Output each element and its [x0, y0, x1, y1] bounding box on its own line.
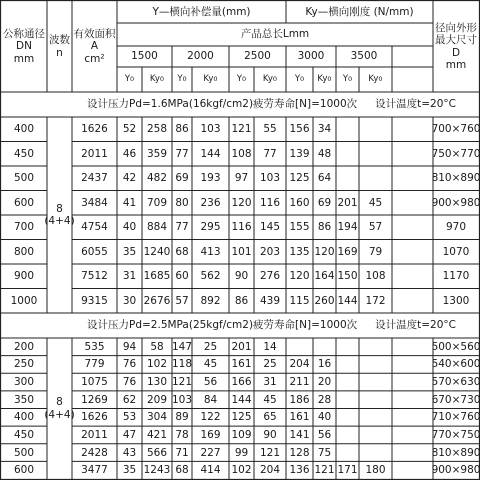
- header-ky-symbol-text: Ky: [317, 73, 328, 84]
- nominal-diameter-cell: 200: [13, 340, 35, 353]
- effective-area-cell: 2437: [81, 172, 108, 185]
- effective-area-cell: 535: [84, 340, 105, 353]
- y-compensation-cell: 69: [175, 172, 189, 185]
- ky-stiffness-cell: 25: [203, 340, 218, 353]
- header-symbol-subscript: 0: [300, 74, 305, 83]
- y-compensation-cell: 136: [289, 464, 310, 477]
- effective-area-cell: 1626: [81, 411, 108, 424]
- ky-stiffness-cell: 45: [368, 196, 383, 209]
- ky-stiffness-cell: 1240: [143, 245, 171, 258]
- header-length-2000: 2000: [187, 50, 214, 63]
- y-compensation-cell: 42: [122, 172, 137, 185]
- nominal-diameter-cell: 500: [13, 446, 35, 459]
- ky-stiffness-cell: 120: [314, 245, 335, 258]
- ky-stiffness-cell: 145: [259, 221, 281, 234]
- header-outer-dimension: 径向外形 最大尺寸 D mm: [435, 22, 477, 71]
- y-compensation-cell: 57: [175, 294, 189, 307]
- header-ky-symbol: [142, 67, 172, 92]
- y-compensation-cell: [336, 426, 359, 444]
- ky-stiffness-cell: 130: [146, 376, 168, 389]
- y-compensation-cell: 201: [337, 196, 358, 209]
- outer-dimension-cell: 1300: [442, 294, 470, 307]
- ky-stiffness-cell: 204: [259, 464, 281, 477]
- header-ky-symbol: [254, 67, 286, 92]
- header-symbol-subscript: 0: [159, 74, 165, 83]
- y-compensation-cell: 60: [175, 270, 189, 283]
- y-compensation-cell: [336, 356, 359, 374]
- y-compensation-cell: 102: [231, 464, 252, 477]
- header-length-3000: 3000: [297, 50, 325, 63]
- ky-stiffness-cell: 34: [317, 123, 332, 136]
- outer-dimension-cell: 770×750: [431, 428, 480, 441]
- ky-stiffness-cell: 45: [203, 358, 218, 371]
- ky-stiffness-cell: 892: [200, 294, 221, 307]
- y-compensation-cell: 89: [175, 411, 189, 424]
- ky-stiffness-cell: 28: [317, 393, 332, 406]
- ky-stiffness-cell: 56: [203, 376, 218, 389]
- ky-stiffness-cell: 304: [146, 411, 168, 424]
- header-symbol-subscript: 0: [242, 74, 247, 83]
- nominal-diameter-cell: 400: [13, 411, 35, 424]
- y-compensation-cell: 161: [289, 411, 310, 424]
- y-compensation-cell: 169: [337, 245, 358, 258]
- ky-stiffness-cell: 86: [317, 221, 332, 234]
- y-compensation-cell: 80: [175, 196, 189, 209]
- header-symbol-subscript: 0: [182, 74, 187, 83]
- ky-stiffness-cell: 566: [146, 446, 168, 459]
- ky-stiffness-cell: 75: [317, 446, 332, 459]
- y-compensation-cell: 101: [231, 245, 252, 258]
- ky-stiffness-cell: 260: [314, 294, 335, 307]
- y-compensation-cell: 35: [122, 464, 137, 477]
- ky-stiffness-cell: 31: [263, 376, 277, 389]
- ky-stiffness-cell: 709: [146, 196, 168, 209]
- y-compensation-cell: 90: [234, 270, 249, 283]
- y-compensation-cell: 204: [289, 358, 310, 371]
- ky-stiffness-cell: [359, 142, 392, 167]
- ky-stiffness-cell: 25: [263, 358, 277, 371]
- y-compensation-cell: 41: [122, 196, 137, 209]
- nominal-diameter-cell: 1000: [10, 294, 38, 307]
- nominal-diameter-cell: 450: [13, 428, 35, 441]
- ky-stiffness-cell: 164: [314, 270, 335, 283]
- header-ky-symbol: [359, 67, 392, 92]
- ky-stiffness-cell: 55: [263, 123, 277, 136]
- outer-dimension-cell: 970: [445, 221, 467, 234]
- header-length-2500: 2500: [244, 50, 271, 63]
- y-compensation-cell: 147: [171, 340, 193, 353]
- header-y-symbol-text: Y: [177, 73, 183, 84]
- header-ky-definition: Ky—横向刚度 (N/mm): [305, 5, 414, 18]
- effective-area-cell: 1626: [81, 123, 108, 136]
- effective-area-cell: 779: [84, 358, 105, 371]
- y-compensation-cell: 47: [122, 428, 137, 441]
- ky-stiffness-cell: 258: [146, 123, 168, 136]
- y-compensation-cell: 116: [231, 221, 252, 234]
- y-compensation-cell: 125: [231, 411, 252, 424]
- header-y-definition: Y—横向补偿量(mm): [152, 5, 251, 18]
- ky-stiffness-cell: 172: [365, 294, 386, 307]
- outer-dimension-cell: 570×630: [431, 376, 480, 389]
- y-compensation-cell: 62: [122, 393, 137, 406]
- y-compensation-cell: 186: [289, 393, 310, 406]
- ky-stiffness-cell: 65: [263, 411, 277, 424]
- ky-stiffness-cell: 884: [146, 221, 168, 234]
- ky-stiffness-cell: [359, 373, 392, 391]
- y-compensation-cell: 128: [289, 446, 310, 459]
- ky-stiffness-cell: 64: [317, 172, 332, 185]
- ky-stiffness-cell: [359, 166, 392, 191]
- ky-stiffness-cell: 482: [146, 172, 168, 185]
- y-compensation-cell: 46: [122, 147, 137, 160]
- header-waves: 波数 n: [49, 34, 70, 59]
- header-symbol-subscript: 0: [327, 74, 332, 83]
- ky-stiffness-cell: 108: [365, 270, 386, 283]
- ky-stiffness-cell: 1243: [143, 464, 171, 477]
- ky-stiffness-cell: 144: [200, 147, 221, 160]
- ky-stiffness-cell: [313, 338, 336, 356]
- outer-dimension-cell: 670×730: [431, 393, 480, 406]
- y-compensation-cell: [336, 338, 359, 356]
- ky-stiffness-cell: 236: [200, 196, 221, 209]
- y-compensation-cell: 86: [175, 123, 189, 136]
- header-y-symbol: [172, 67, 192, 92]
- ky-stiffness-cell: 180: [365, 464, 386, 477]
- effective-area-cell: 2011: [81, 428, 108, 441]
- header-length-1500: 1500: [131, 50, 158, 63]
- ky-stiffness-cell: [359, 444, 392, 462]
- y-compensation-cell: 53: [122, 411, 137, 424]
- ky-stiffness-cell: 14: [263, 340, 277, 353]
- section-2-condition-row: [1, 313, 479, 338]
- ky-stiffness-cell: 116: [259, 196, 281, 209]
- ky-stiffness-cell: 2676: [143, 294, 171, 307]
- y-compensation-cell: 109: [231, 428, 252, 441]
- ky-stiffness-cell: 295: [200, 221, 221, 234]
- ky-stiffness-cell: 84: [203, 393, 218, 406]
- header-ky-symbol-text: Ky: [368, 73, 379, 84]
- y-compensation-cell: 76: [122, 358, 137, 371]
- y-compensation-cell: 194: [337, 221, 358, 234]
- header-y-symbol: [336, 67, 359, 92]
- y-compensation-cell: 52: [122, 123, 137, 136]
- ky-stiffness-cell: 79: [368, 245, 383, 258]
- nominal-diameter-cell: 900: [13, 270, 35, 283]
- header-ky-symbol: [313, 67, 336, 92]
- ky-stiffness-cell: 1685: [143, 270, 171, 283]
- y-compensation-cell: 121: [171, 376, 193, 389]
- ky-stiffness-cell: 102: [146, 358, 168, 371]
- effective-area-cell: 3484: [81, 196, 108, 209]
- header-y-symbol: [286, 67, 313, 92]
- y-compensation-cell: 118: [171, 358, 193, 371]
- ky-stiffness-cell: 121: [314, 464, 335, 477]
- header-y-symbol-text: Y: [236, 73, 243, 84]
- ky-stiffness-cell: 48: [317, 147, 332, 160]
- y-compensation-cell: 94: [122, 340, 137, 353]
- header-symbol-subscript: 0: [213, 74, 218, 83]
- design-temperature-text: 设计温度t=20°C: [375, 319, 456, 332]
- ky-stiffness-cell: 276: [259, 270, 281, 283]
- ky-stiffness-cell: 413: [200, 245, 221, 258]
- y-compensation-cell: 120: [289, 270, 310, 283]
- nominal-diameter-cell: 250: [13, 358, 35, 371]
- nominal-diameter-cell: 400: [13, 123, 35, 136]
- ky-stiffness-cell: [359, 356, 392, 374]
- y-compensation-cell: 155: [289, 221, 310, 234]
- ky-stiffness-cell: 193: [200, 172, 221, 185]
- y-compensation-cell: 99: [234, 446, 249, 459]
- effective-area-cell: 2428: [81, 446, 108, 459]
- y-compensation-cell: 161: [231, 358, 252, 371]
- ky-stiffness-cell: [359, 426, 392, 444]
- section-1-condition-row: [1, 92, 479, 117]
- header-dn: 公称通径 DN mm: [3, 28, 45, 65]
- ky-stiffness-cell: 121: [259, 446, 281, 459]
- outer-dimension-cell: 1070: [442, 245, 470, 258]
- nominal-diameter-cell: 500: [13, 172, 35, 185]
- y-compensation-cell: 141: [289, 428, 310, 441]
- section-1-wave-count: 8 (4+4): [44, 202, 75, 227]
- header-symbol-subscript: 0: [348, 74, 353, 83]
- y-compensation-cell: 115: [289, 294, 310, 307]
- ky-stiffness-cell: 209: [146, 393, 168, 406]
- y-compensation-cell: 108: [231, 147, 252, 160]
- header-y-symbol-text: Y: [124, 73, 131, 84]
- design-conditions-text: 设计压力Pd=1.6MPa(16kgf/cm2)疲劳寿命[N]=1000次: [87, 98, 358, 111]
- ky-stiffness-cell: 439: [259, 294, 281, 307]
- nominal-diameter-cell: 450: [13, 147, 35, 160]
- header-y-symbol: [117, 67, 142, 92]
- header-symbol-subscript: 0: [272, 74, 278, 83]
- ky-stiffness-cell: [359, 117, 392, 142]
- effective-area-cell: 1075: [81, 376, 108, 389]
- ky-stiffness-cell: 103: [200, 123, 221, 136]
- outer-dimension-cell: 900×980: [431, 464, 480, 477]
- effective-area-cell: 9315: [81, 294, 108, 307]
- y-compensation-cell: [286, 338, 313, 356]
- outer-dimension-cell: 710×760: [431, 411, 480, 424]
- y-compensation-cell: 68: [175, 245, 189, 258]
- y-compensation-cell: 30: [122, 294, 137, 307]
- ky-stiffness-cell: 203: [259, 245, 281, 258]
- effective-area-cell: 1269: [81, 393, 108, 406]
- outer-dimension-cell: 1170: [442, 270, 470, 283]
- ky-stiffness-cell: 562: [200, 270, 221, 283]
- effective-area-cell: 3477: [81, 464, 108, 477]
- y-compensation-cell: 139: [289, 147, 310, 160]
- ky-stiffness-cell: 45: [263, 393, 277, 406]
- outer-dimension-cell: 500×560: [431, 340, 480, 353]
- ky-stiffness-cell: 103: [259, 172, 281, 185]
- ky-stiffness-cell: [359, 409, 392, 427]
- effective-area-cell: 2011: [81, 147, 108, 160]
- outer-dimension-cell: 810×890: [431, 172, 480, 185]
- y-compensation-cell: [336, 142, 359, 167]
- ky-stiffness-cell: 169: [200, 428, 221, 441]
- outer-dimension-cell: 810×890: [431, 446, 480, 459]
- y-compensation-cell: 86: [234, 294, 249, 307]
- header-ky-symbol-text: Ky: [149, 73, 160, 84]
- header-y-symbol-text: Y: [294, 73, 301, 84]
- y-compensation-cell: 120: [231, 196, 252, 209]
- nominal-diameter-cell: 300: [13, 376, 35, 389]
- y-compensation-cell: 103: [171, 393, 193, 406]
- header-area: 有效面积 A cm²: [73, 28, 116, 65]
- y-compensation-cell: 68: [175, 464, 189, 477]
- y-compensation-cell: [336, 373, 359, 391]
- y-compensation-cell: 166: [231, 376, 252, 389]
- y-compensation-cell: 144: [231, 393, 252, 406]
- header-y-symbol: [229, 67, 254, 92]
- y-compensation-cell: 156: [289, 123, 310, 136]
- ky-stiffness-cell: 58: [150, 340, 164, 353]
- header-symbol-subscript: 0: [378, 74, 383, 83]
- y-compensation-cell: 121: [231, 123, 252, 136]
- y-compensation-cell: [336, 409, 359, 427]
- y-compensation-cell: 171: [337, 464, 358, 477]
- design-conditions-text: 设计压力Pd=2.5MPa(25kgf/cm2)疲劳寿命[N]=1000次: [87, 319, 358, 332]
- ky-stiffness-cell: 56: [317, 428, 332, 441]
- effective-area-cell: 7512: [81, 270, 108, 283]
- ky-stiffness-cell: 20: [317, 376, 332, 389]
- ky-stiffness-cell: [359, 338, 392, 356]
- ky-stiffness-cell: 227: [200, 446, 221, 459]
- y-compensation-cell: 35: [122, 245, 137, 258]
- nominal-diameter-cell: 700: [13, 221, 35, 234]
- nominal-diameter-cell: 800: [13, 245, 35, 258]
- header-ky-symbol-text: Ky: [203, 73, 214, 84]
- y-compensation-cell: 150: [337, 270, 358, 283]
- ky-stiffness-cell: 359: [146, 147, 168, 160]
- header-y-symbol-text: Y: [342, 73, 349, 84]
- y-compensation-cell: 135: [289, 245, 310, 258]
- y-compensation-cell: 77: [175, 147, 189, 160]
- y-compensation-cell: 201: [231, 340, 252, 353]
- ky-stiffness-cell: 40: [317, 411, 332, 424]
- y-compensation-cell: 211: [289, 376, 310, 389]
- ky-stiffness-cell: 16: [317, 358, 332, 371]
- y-compensation-cell: [336, 391, 359, 409]
- y-compensation-cell: 76: [122, 376, 137, 389]
- header-length-3500: 3500: [350, 50, 378, 63]
- ky-stiffness-cell: 77: [263, 147, 277, 160]
- nominal-diameter-cell: 350: [13, 393, 35, 406]
- effective-area-cell: 6055: [81, 245, 108, 258]
- design-temperature-text: 设计温度t=20°C: [375, 98, 456, 111]
- y-compensation-cell: 31: [122, 270, 137, 283]
- outer-dimension-cell: 700×760: [431, 123, 480, 136]
- header-ky-symbol: [192, 67, 229, 92]
- y-compensation-cell: 78: [175, 428, 189, 441]
- nominal-diameter-cell: 600: [13, 196, 35, 209]
- y-compensation-cell: 125: [289, 172, 310, 185]
- ky-stiffness-cell: 69: [317, 196, 332, 209]
- outer-dimension-cell: 750×770: [431, 147, 480, 160]
- y-compensation-cell: 160: [289, 196, 310, 209]
- y-compensation-cell: 40: [122, 221, 137, 234]
- ky-stiffness-cell: 414: [200, 464, 221, 477]
- ky-stiffness-cell: 90: [263, 428, 277, 441]
- y-compensation-cell: 43: [122, 446, 137, 459]
- y-compensation-cell: 144: [337, 294, 358, 307]
- ky-stiffness-cell: 122: [200, 411, 221, 424]
- outer-dimension-cell: 540×600: [431, 358, 480, 371]
- y-compensation-cell: [336, 444, 359, 462]
- nominal-diameter-cell: 600: [13, 464, 35, 477]
- y-compensation-cell: 71: [175, 446, 189, 459]
- section-2-wave-count: 8 (4+4): [44, 396, 75, 421]
- ky-stiffness-cell: [359, 391, 392, 409]
- header-total-length: 产品总长Lmm: [240, 28, 310, 41]
- y-compensation-cell: 97: [234, 172, 249, 185]
- header-ky-symbol-text: Ky: [262, 73, 273, 84]
- y-compensation-cell: [336, 166, 359, 191]
- ky-stiffness-cell: 57: [368, 221, 383, 234]
- header-symbol-subscript: 0: [130, 74, 135, 83]
- effective-area-cell: 4754: [81, 221, 108, 234]
- outer-dimension-cell: 900×980: [431, 196, 480, 209]
- y-compensation-cell: 77: [175, 221, 189, 234]
- y-compensation-cell: [336, 117, 359, 142]
- ky-stiffness-cell: 421: [146, 428, 168, 441]
